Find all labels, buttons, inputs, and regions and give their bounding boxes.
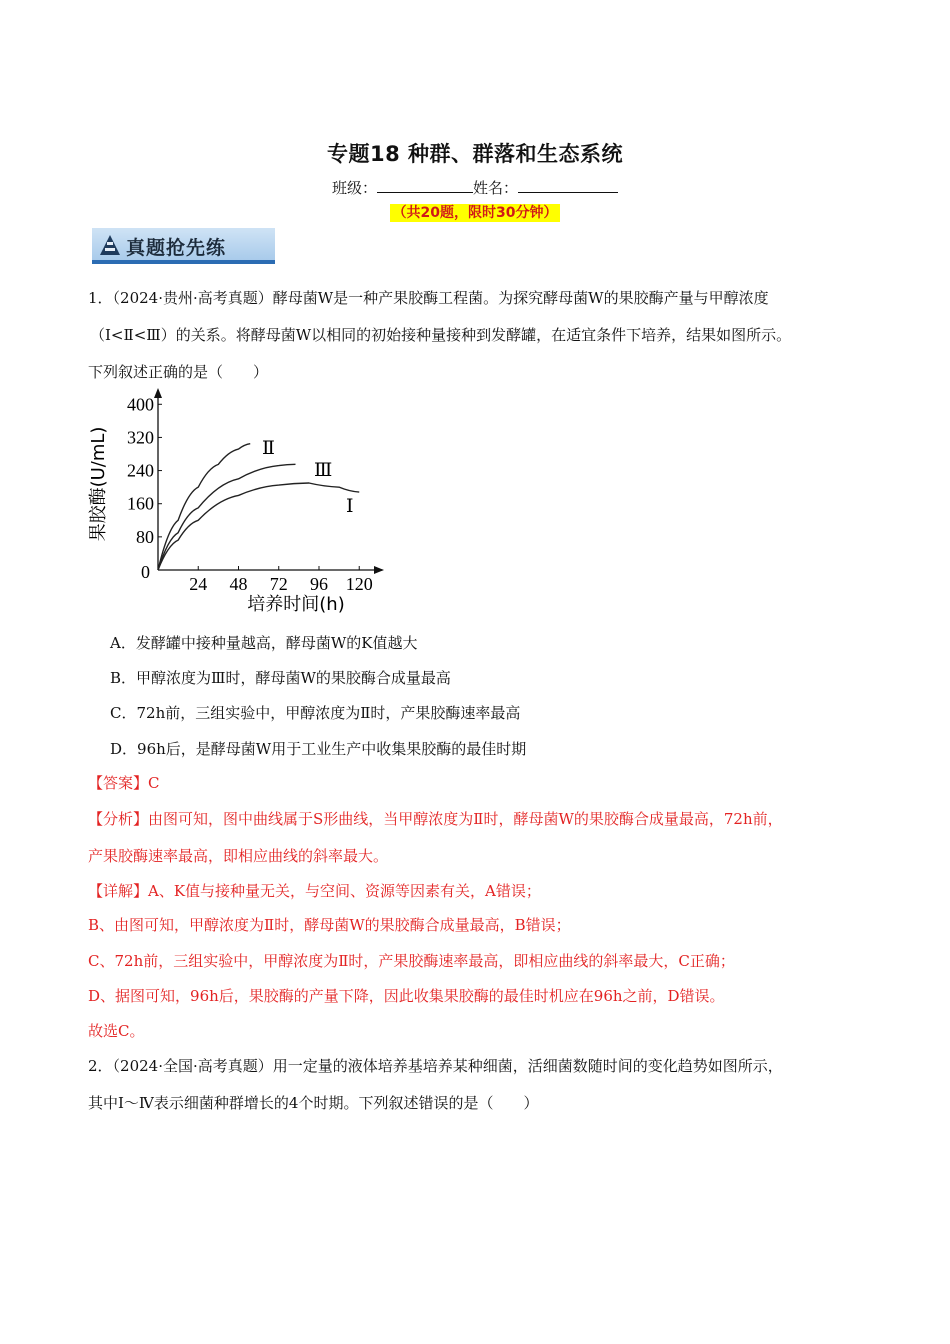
y-axis-label: 果胶酶(U/mL): [88, 426, 109, 542]
y-tick-label: 320: [127, 427, 154, 448]
q1-analysis-line2: 产果胶酶速率最高，即相应曲线的斜率最大。: [88, 847, 389, 865]
x-tick-label: 48: [229, 574, 248, 594]
x-tick-label: 120: [345, 574, 373, 594]
y-tick-label: 240: [127, 460, 154, 481]
x-tick-label: 24: [189, 574, 208, 594]
class-blank[interactable]: [377, 176, 473, 193]
q1-detail-line1: 【详解】A、K值与接种量无关，与空间、资源等因素有关，A错误；: [88, 882, 541, 900]
series-label: Ⅰ: [346, 496, 354, 517]
pyramid-icon: [99, 234, 121, 260]
x-tick-label: 72: [269, 574, 288, 594]
y-tick-label: 400: [127, 394, 154, 415]
section-banner: [92, 228, 275, 264]
series-line: [158, 483, 359, 570]
q1-chart: [86, 384, 386, 620]
q1-stem-line2: （Ⅰ<Ⅱ<Ⅲ）的关系。将酵母菌W以相同的初始接种量接种到发酵罐，在适宜条件下培养，结果如图所示。: [90, 326, 792, 344]
q1-option-a[interactable]: A．发酵罐中接种量越高，酵母菌W的K值越大: [110, 634, 418, 652]
y-tick-label: 80: [136, 526, 154, 547]
x-axis-arrow: [374, 566, 384, 574]
series-label: Ⅱ: [262, 438, 275, 459]
q1-answer: 【答案】C: [88, 774, 160, 792]
y-axis-arrow: [154, 388, 162, 398]
q1-detail-line3: C、72h前，三组实验中，甲醇浓度为Ⅱ时，产果胶酶速率最高，即相应曲线的斜率最大，C正确；: [88, 952, 735, 970]
q1-stem-line1: 1．（2024·贵州·高考真题）酵母菌W是一种产果胶酶工程菌。为探究酵母菌W的果胶酶产量与甲醇浓度: [88, 289, 769, 307]
y-tick-label: 160: [127, 493, 154, 514]
series-line: [158, 444, 250, 570]
origin-label: 0: [141, 562, 150, 582]
q1-detail-line4: D、据图可知，96h后，果胶酶的产量下降，因此收集果胶酶的最佳时机应在96h之前，D错误。: [88, 987, 725, 1005]
page-title: 专题18 种群、群落和生态系统: [326, 142, 624, 166]
class-label: 班级：: [331, 179, 377, 197]
q2-stem-line1: 2．（2024·全国·高考真题）用一定量的液体培养基培养某种细菌，活细菌数随时间的变化趋势如图所示，: [88, 1057, 783, 1075]
q1-detail-line2: B、由图可知，甲醇浓度为Ⅱ时，酵母菌W的果胶酶合成量最高，B错误；: [88, 916, 571, 934]
q2-stem-line2: 其中Ⅰ～Ⅳ表示细菌种群增长的4个时期。下列叙述错误的是（ ）: [88, 1094, 539, 1112]
q1-option-d[interactable]: D．96h后，是酵母菌W用于工业生产中收集果胶酶的最佳时期: [110, 740, 527, 758]
section-banner-label: 真题抢先练: [126, 237, 227, 259]
name-blank[interactable]: [518, 176, 618, 193]
q1-conclusion: 故选C。: [88, 1022, 145, 1040]
q1-analysis-line1: 【分析】由图可知，图中曲线属于S形曲线，当甲醇浓度为Ⅱ时，酵母菌W的果胶酶合成量最高，72h前，: [88, 810, 783, 828]
q1-option-b[interactable]: B．甲醇浓度为Ⅲ时，酵母菌W的果胶酶合成量最高: [110, 669, 451, 687]
time-limit-note: （共20题，限时30分钟）: [0, 202, 950, 222]
name-label: 姓名：: [473, 179, 519, 197]
x-tick-label: 96: [309, 574, 328, 594]
q1-stem-line3: 下列叙述正确的是（ ）: [88, 363, 269, 381]
class-name-line: [0, 176, 950, 198]
x-axis-label: 培养时间(h): [247, 594, 345, 615]
q1-option-c[interactable]: C．72h前，三组实验中，甲醇浓度为Ⅱ时，产果胶酶速率最高: [110, 704, 521, 722]
series-label: Ⅲ: [314, 460, 333, 481]
